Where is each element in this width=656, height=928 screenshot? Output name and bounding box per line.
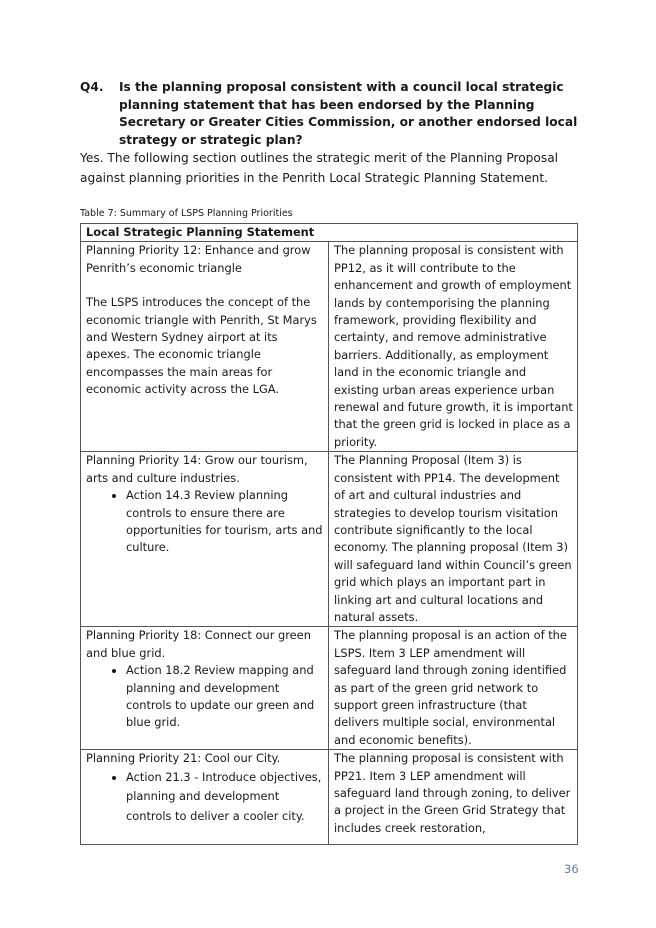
action-list [86,487,325,557]
action-item: • Action 18.2 Review mapping and planning and development controls to update our green and blue grid. [126,662,325,732]
priority-title: Planning Priority 21: Cool our City. [86,751,281,766]
priority-title: Planning Priority 14: Grow our tourism, arts and culture industries. [86,453,308,485]
priority-note: The LSPS introduces the concept of the economic triangle with Penrith, St Marys and Western Sydney airport at its apexes. The economic triangle encompasses the main areas for economic activity across the LGA. [86,295,317,397]
question-block [80,79,580,149]
response-cell: The planning proposal is consistent with PP21. Item 3 LEP amendment will safeguard land through zoning, to deliver a project in the Green Grid Strategy that includes creek restoration, [329,750,578,845]
lsps-priorities-table [80,223,578,845]
table-row [81,452,578,627]
table-row [81,627,578,750]
priority-cell [81,452,329,627]
table-row [81,750,578,845]
table-caption: Table 7: Summary of LSPS Planning Priorities [80,208,293,219]
action-item: • Action 21.3 - Introduce objectives, planning and development controls to deliver a cooler city. [126,768,325,827]
action-list [86,768,325,827]
table-header-row [81,224,578,242]
priority-cell [81,750,329,845]
response-cell: The planning proposal is an action of the LSPS. Item 3 LEP amendment will safeguard land through zoning identified as part of the green grid network to support green infrastructure (that delivers multiple social, environmental and economic benefits). [329,627,578,750]
action-list [86,662,325,732]
page-number: 36 [564,862,579,876]
response-cell: The planning proposal is consistent with PP12, as it will contribute to the enhancement and growth of employment lands by contemporising the planning framework, providing flexibility and certainty, and remove administrative barriers. Additionally, as employment land in the economic triangle and existing urban areas experience urban renewal and future growth, it is important that the green grid is locked in place as a priority. [329,242,578,452]
spacer [86,277,325,294]
priority-title: Planning Priority 18: Connect our green and blue grid. [86,628,311,660]
priority-cell [81,627,329,750]
table-row [81,242,578,452]
question-text: Is the planning proposal consistent with a council local strategic planning statement that has been endorsed by the Planning Secretary or Greater Cities Commission, or another endorsed local strategy or strategic plan? [119,80,578,147]
question-number: Q4. [80,80,104,94]
priority-cell [81,242,329,452]
action-item: • Action 14.3 Review planning controls to ensure there are opportunities for tourism, arts and culture. [126,487,325,557]
answer-paragraph: Yes. The following section outlines the strategic merit of the Planning Proposal against planning priorities in the Penrith Local Strategic Planning Statement. [80,151,559,185]
response-cell: The Planning Proposal (Item 3) is consistent with PP14. The development of art and cultural industries and strategies to develop tourism visitation contribute significantly to the local economy. The planning proposal (Item 3) will safeguard land within Council’s green grid which plays an important part in linking art and cultural locations and natural assets. [329,452,578,627]
priority-title: Planning Priority 12: Enhance and grow Penrith’s economic triangle [86,243,311,275]
table-header: Local Strategic Planning Statement [81,224,578,242]
